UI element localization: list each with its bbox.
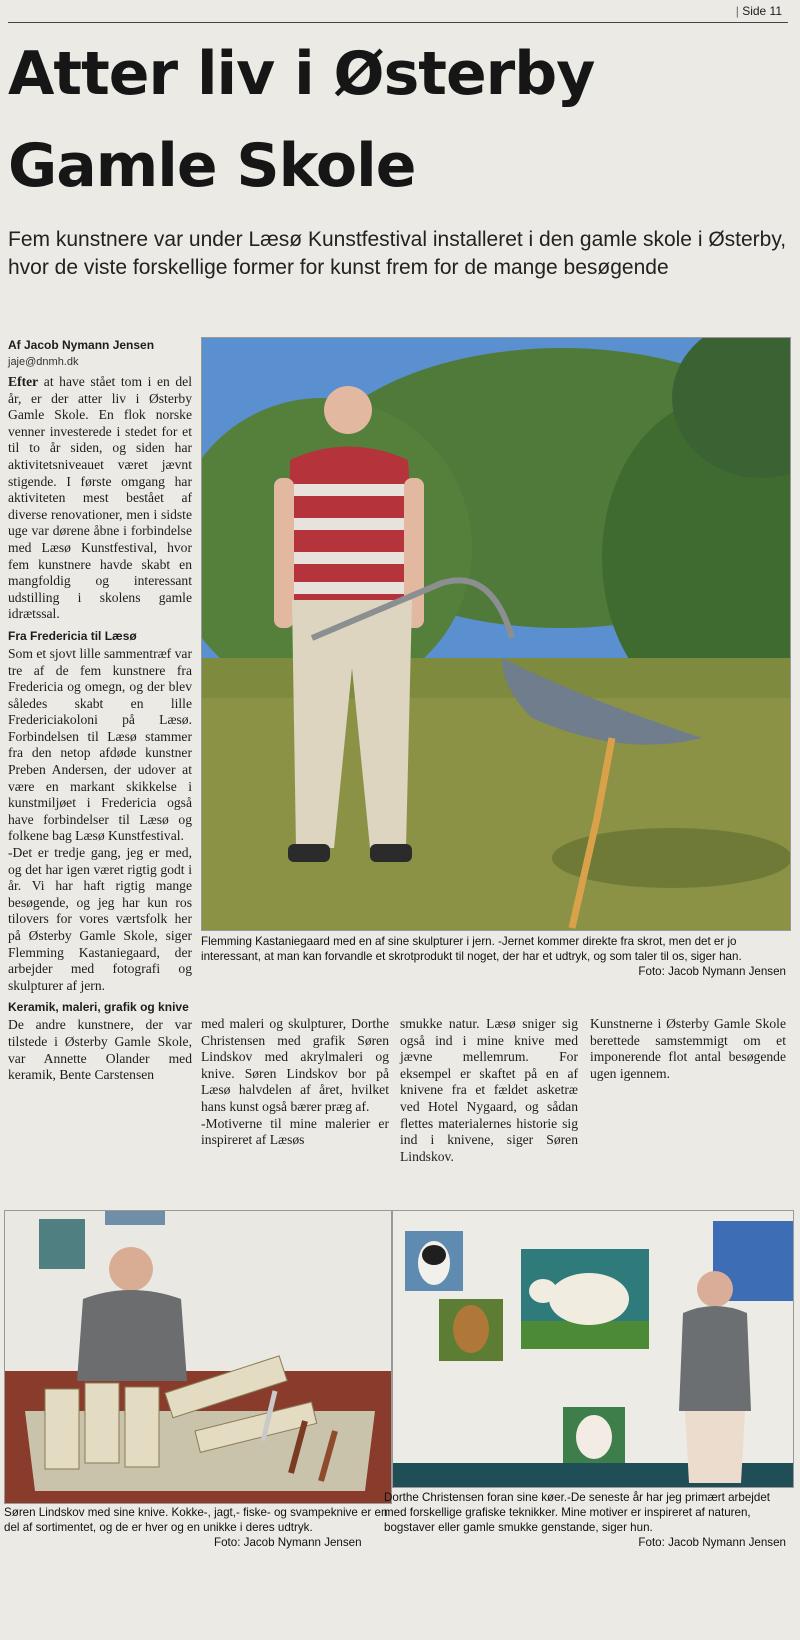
byline: Af Jacob Nymann Jensen xyxy=(8,338,155,352)
sculpture-photo-illustration xyxy=(202,338,790,930)
page-number: | Side 11 xyxy=(736,4,782,18)
cows-photo-illustration xyxy=(393,1211,793,1487)
main-photo-caption: Flemming Kastaniegaard med en af sine skulpturer i jern. -Jernet kommer direkte fra skrot, men det er jo interessant, at man kan forvandle et skrotprodukt til noget, der har et udtryk, og som taler til os, siger han. xyxy=(201,935,742,963)
author-email[interactable]: jaje@dnmh.dk xyxy=(8,356,79,368)
paragraph-quote: -Det er tredje gang, jeg er med, og det har igen været rigtig godt i år. Vi har haft rigtig mange besøgende, og jeg har kun ros tilovers for vores værtsfolk her på Østerby Gamle Skole, siger Flemming Kastaniegaard, der arbejder med fotografi og skulpturer af jern. xyxy=(8,845,192,993)
top-rule xyxy=(8,22,788,23)
knives-photo-illustration xyxy=(5,1211,391,1503)
cows-caption: Dorthe Christensen foran sine køer.-De seneste år har jeg primært arbejdet med forskellige grafiske teknikker. Mine motiver er inspireret af naturen, bogstaver eller gamle smukke genstande, siger hun. xyxy=(384,1491,770,1534)
main-photo-sculpture xyxy=(201,337,791,931)
photo-knives xyxy=(4,1210,392,1504)
knives-credit: Foto: Jacob Nymann Jensen xyxy=(214,1536,362,1549)
article-column-2 xyxy=(201,1016,389,1149)
paragraph-fredericia: Som et sjovt lille sammentræf var tre af de fem kunstnere fra Fredericia og omegn, og der blev således skabt en lille Fredericiakoloni på Læsø. Forbindelsen til Læsø stammer fra den netop afdøde kunstner Preben Andersen, der udover at være en markant skikkelse i kunstmiljøet i Fredericia også have forbindelser til Læsø og folkene bag Læsø Kunstfestival. xyxy=(8,645,192,844)
paragraph-artists: De andre kunstnere, der var tilstede i Østerby Gamle Skole, var Annette Olander med keramik, Bente Carstensen xyxy=(8,1017,192,1083)
main-photo-credit: Foto: Jacob Nymann Jensen xyxy=(638,965,786,978)
article-column-1 xyxy=(8,374,192,1084)
intro-text: at have stået tom i en del år, er der atter liv i Østerby Gamle Skole. En flok norske venner investerede i stedet for et til to år siden, og siden har aktivitetsniveauet været jævnt stigende. I første omgang har aktiviteten mest bestået af diverse renovationer, men i sidste uge var dørene åbne i forbindelse med Læsø Kunstfestival, hvor fem kunstnere havde skabt en mangfoldig og interessant udstilling i skolens gamle idrætssal. xyxy=(8,374,192,622)
headline: Atter liv i Østerby Gamle Skole xyxy=(8,39,595,201)
paragraph-col3: smukke natur. Læsø sniger sig også ind i mine knive med jævne mellemrum. For eksempel er skaftet på en af knivene fra et fældet asketræ ved Hotel Nygaard, og sådan flettes materialernes historie sig ind i knivene, siger Søren Lindskov. xyxy=(400,1016,578,1164)
paragraph-col2-quote: -Motiverne til mine malerier er inspireret af Læsøs xyxy=(201,1115,389,1148)
paragraph-intro xyxy=(8,374,192,623)
subheading-fredericia: Fra Fredericia til Læsø xyxy=(8,628,137,643)
article-column-3 xyxy=(400,1016,578,1165)
cows-credit: Foto: Jacob Nymann Jensen xyxy=(638,1536,786,1549)
photo-cows xyxy=(392,1210,794,1488)
drop-word: Efter xyxy=(8,374,39,389)
article-column-4 xyxy=(590,1016,786,1082)
paragraph-col2: med maleri og skulpturer, Dorthe Christensen med grafik Søren Lindskov med akrylmaleri og knive. Søren Lindskov bor på Læsø halvdelen af året, hvilket hans kunst også bærer præg af. xyxy=(201,1016,389,1114)
paragraph-col4: Kunstnerne i Østerby Gamle Skole berettede samstemmigt om et imponerende flot antal besøgende ugen igennem. xyxy=(590,1016,786,1081)
lead-paragraph: Fem kunstnere var under Læsø Kunstfestival installeret i den gamle skole i Østerby, hvor de viste forskellige former for kunst frem for de mange besøgende xyxy=(8,228,787,279)
subheading-keramik: Keramik, maleri, grafik og knive xyxy=(8,1000,189,1015)
knives-caption: Søren Lindskov med sine knive. Kokke-, jagt,- fiske- og svampeknive er en del af sortimentet, og de er hver og en unikke i deres udtryk. xyxy=(4,1506,388,1534)
